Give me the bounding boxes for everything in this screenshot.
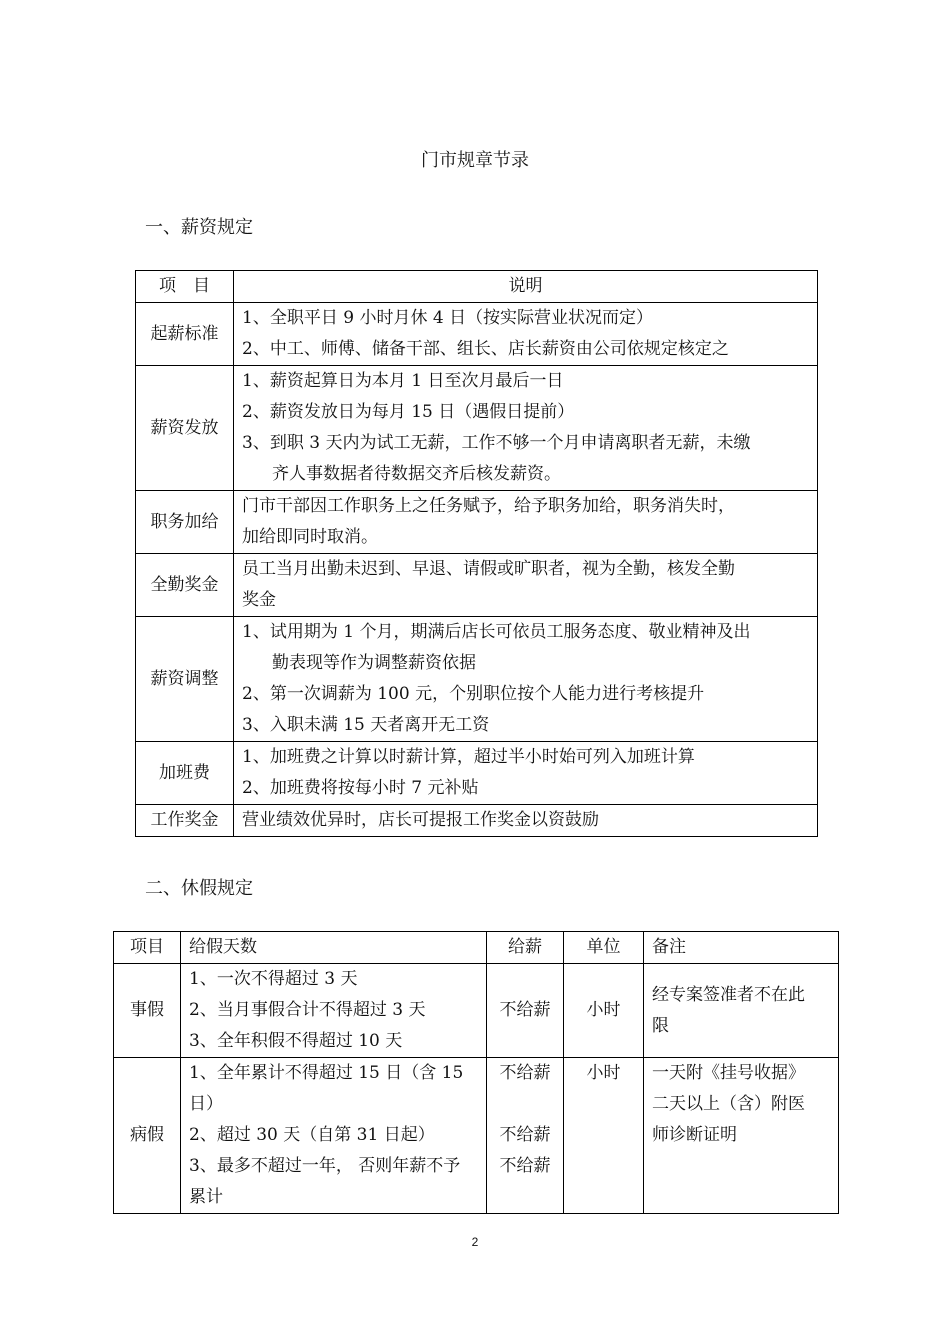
description-line: 1、全职平日 9 小时月休 4 日（按实际营业状况而定） — [242, 308, 654, 328]
table-row — [136, 491, 818, 554]
pay-line: 不给薪 — [499, 1063, 551, 1083]
description-line: 3、入职未满 15 天者离开无工资 — [242, 715, 490, 735]
note-line: 限 — [652, 1015, 669, 1036]
table-header-row — [136, 271, 818, 303]
header-item: 项目 — [114, 932, 181, 964]
row-description — [234, 366, 818, 491]
description-line: 1、加班费之计算以时薪计算，超过半小时始可列入加班计算 — [242, 747, 695, 767]
row-item: 工作奖金 — [136, 805, 234, 837]
pay-line: 不给薪 — [499, 1125, 551, 1145]
row-item: 全勤奖金 — [136, 554, 234, 617]
row-note — [644, 1058, 839, 1214]
row-item: 薪资调整 — [136, 617, 234, 742]
header-pay: 给薪 — [487, 932, 564, 964]
row-item: 职务加给 — [136, 491, 234, 554]
header-unit: 单位 — [564, 932, 644, 964]
section-heading-salary: 一、薪资规定 — [145, 217, 253, 238]
row-description — [234, 805, 818, 837]
description-line: 2、加班费将按每小时 7 元补贴 — [242, 778, 479, 798]
description-line: 2、薪资发放日为每月 15 日（遇假日提前） — [242, 402, 575, 422]
table-row — [136, 366, 818, 491]
days-line: 日） — [189, 1094, 223, 1114]
days-line: 1、一次不得超过 3 天 — [189, 969, 358, 989]
note-line: 一天附《挂号收据》 — [652, 1063, 805, 1083]
days-line: 2、超过 30 天（自第 31 日起） — [189, 1125, 435, 1145]
row-description — [234, 554, 818, 617]
pay-line: 不给薪 — [499, 1156, 551, 1176]
table-row — [136, 742, 818, 805]
row-description — [234, 617, 818, 742]
table-row — [136, 617, 818, 742]
row-pay — [487, 1058, 564, 1214]
description-line: 1、试用期为 1 个月，期满后店长可依员工服务态度、敬业精神及出 — [242, 622, 751, 642]
row-note — [644, 964, 839, 1058]
leave-rules-table — [113, 931, 839, 1214]
description-line: 奖金 — [242, 590, 276, 610]
description-line: 齐人事数据者待数据交齐后核发薪资。 — [272, 464, 561, 484]
blank-spacer — [495, 1089, 555, 1120]
row-item: 薪资发放 — [136, 366, 234, 491]
description-line: 3、到职 3 天内为试工无薪，工作不够一个月申请离职者无薪，未缴 — [242, 433, 751, 453]
row-days — [181, 1058, 487, 1214]
description-line: 2、中工、师傅、储备干部、组长、店长薪资由公司依规定核定之 — [242, 339, 729, 359]
description-line: 勤表现等作为调整薪资依据 — [272, 653, 476, 673]
page-title: 门市规章节录 — [421, 150, 529, 171]
note-line: 二天以上（含）附医 — [652, 1094, 805, 1114]
salary-rules-table — [135, 270, 818, 837]
section-heading-leave: 二、休假规定 — [145, 878, 253, 899]
description-line: 加给即同时取消。 — [242, 527, 378, 547]
description-line: 营业绩效优异时，店长可提报工作奖金以资鼓励 — [242, 810, 599, 830]
table-row — [136, 303, 818, 366]
note-line: 经专案签准者不在此 — [652, 984, 805, 1005]
description-line: 门市干部因工作职务上之任务赋予，给予职务加给，职务消失时， — [242, 496, 735, 516]
description-line: 员工当月出勤未迟到、早退、请假或旷职者，视为全勤，核发全勤 — [242, 559, 735, 579]
row-item: 加班费 — [136, 742, 234, 805]
header-description: 说明 — [234, 271, 818, 303]
days-line: 3、全年积假不得超过 10 天 — [189, 1031, 403, 1051]
row-item: 起薪标准 — [136, 303, 234, 366]
table-header-row — [114, 932, 839, 964]
table-row — [136, 554, 818, 617]
row-days — [181, 964, 487, 1058]
days-line: 1、全年累计不得超过 15 日（含 15 — [189, 1063, 464, 1083]
header-note: 备注 — [644, 932, 839, 964]
row-unit: 小时 — [564, 964, 644, 1058]
row-item: 病假 — [114, 1058, 181, 1214]
description-line: 1、薪资起算日为本月 1 日至次月最后一日 — [242, 371, 564, 391]
row-description — [234, 303, 818, 366]
header-item: 项 目 — [136, 271, 234, 303]
row-description — [234, 491, 818, 554]
note-line: 师诊断证明 — [652, 1125, 737, 1145]
days-line: 累计 — [189, 1187, 223, 1207]
row-description — [234, 742, 818, 805]
days-line: 2、当月事假合计不得超过 3 天 — [189, 1000, 426, 1020]
row-unit: 小时 — [564, 1058, 644, 1214]
description-line: 2、第一次调薪为 100 元，个别职位按个人能力进行考核提升 — [242, 684, 705, 704]
table-row — [136, 805, 818, 837]
row-item: 事假 — [114, 964, 181, 1058]
table-row — [114, 1058, 839, 1214]
days-line: 3、最多不超过一年， 否则年薪不予 — [189, 1156, 461, 1176]
table-row — [114, 964, 839, 1058]
row-pay: 不给薪 — [487, 964, 564, 1058]
page-number: 2 — [471, 1235, 479, 1249]
header-days: 给假天数 — [181, 932, 487, 964]
